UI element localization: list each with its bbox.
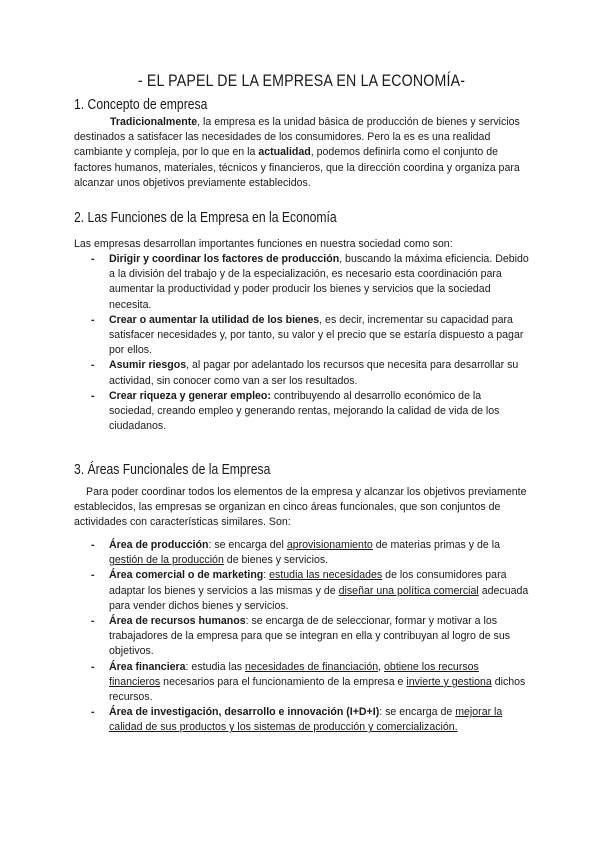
item-bold: Área financiera [109, 660, 186, 673]
list-item: - Área financiera: estudia las necesidades de financiación, obtiene los recursos financieros necesarios para el funcionamiento de la empresa e invierte y gestiona dichos recursos. [91, 660, 526, 704]
underlined-term: necesidades de financiación [245, 660, 379, 673]
underlined-term: invierte y gestiona [406, 675, 492, 688]
list-item: - Área de producción: se encarga del aprovisionamiento de materias primas y de la gestión de la producción de bienes y servicios. [91, 539, 500, 567]
list-item: - Asumir riesgos, al pagar por adelantado los recursos que necesita para desarrollar su actividad, sin conocer como van a ser los resultados. [91, 359, 519, 387]
bold-term: Tradicionalmente [110, 116, 198, 128]
list-item: - Dirigir y coordinar los factores de producción, buscando la máxima eficiencia. Debido a la división del trabajo y de la especialización, es necesario esta coordinación para aumentar la productividad y poder producir los bienes y servicios que la sociedad necesita. [91, 253, 529, 311]
list-item: - Crear riqueza y generar empleo: contribuyendo al desarrollo económico de la sociedad, creando empleo y generando rentas, mejorando la calidad de vida de los ciudadanos. [91, 389, 500, 433]
section-1-heading: 1. Concepto de empresa [74, 97, 208, 113]
underlined-term: diseñar una política comercial [338, 584, 479, 597]
item-text: , es decir, incrementar su capacidad para satisfacer necesidades y, por tanto, su valor y el precio que se estaría dispuesto a pagar por ellos. [109, 313, 524, 357]
section-3-intro: Para poder coordinar todos los elementos de la empresa y alcanzar los objetivos previamente establecidos, las empresas se organizan en cinco áreas funcionales, que son conjuntos de actividades con características similares. Son: [74, 486, 527, 529]
list-item: - Crear o aumentar la utilidad de los bienes, es decir, incrementar su capacidad para satisfacer necesidades y, por tanto, su valor y el precio que se estaría dispuesto a pagar por ellos. [91, 313, 524, 357]
areas-list [74, 538, 529, 736]
list-item: - Área de investigación, desarrollo e innovación (I+D+I): se encarga de mejorar la calidad de sus productos y los sistemas de producción y comercialización. [91, 706, 503, 734]
item-bold: Área comercial o de marketing [109, 569, 264, 582]
underlined-term: gestión de la producción [109, 554, 224, 567]
underlined-term: aprovisionamiento [286, 539, 373, 551]
item-text: , al pagar por adelantado los recursos que necesita para desarrollar su actividad, sin conocer como van a ser los resultados. [109, 359, 519, 387]
item-bold: Crear o aumentar la utilidad de los bienes [109, 313, 320, 326]
item-bold: Área de recursos humanos [109, 615, 246, 628]
paragraph-text: , la empresa es la unidad básica de producción de bienes y servicios destinados a satisfacer las necesidades de los consumidores. Pero la es es una realidad cambiante y compleja, por lo que en la [74, 116, 520, 159]
item-bold: Área de producción [109, 539, 209, 551]
section-3-heading: 3. Áreas Funcionales de la Empresa [74, 462, 271, 478]
section-2-heading: 2. Las Funciones de la Empresa en la Economía [74, 210, 337, 226]
list-item: - Área comercial o de marketing: estudia las necesidades de los consumidores para adaptar los bienes y servicios a las mismas y de diseñar una política comercial adecuada para vender dichos bienes y servicios. [91, 569, 529, 612]
document-title: - EL PAPEL DE LA EMPRESA EN LA ECONOMÍA- [137, 72, 466, 90]
item-text: contribuyendo al desarrollo económico de la sociedad, creando empleo y generando rentas, mejorando la calidad de vida de los ciudadanos. [109, 389, 500, 433]
item-bold: Área de investigación, desarrollo e innovación (I+D+I) [109, 706, 380, 719]
section-2-intro: Las empresas desarrollan importantes funciones en nuestra sociedad como son: [74, 238, 453, 250]
underlined-term: estudia las necesidades [269, 569, 383, 582]
item-bold: Dirigir y coordinar los factores de producción [109, 253, 340, 265]
item-bold: Crear riqueza y generar empleo: [109, 389, 271, 402]
list-item: - Área de recursos humanos: se encarga de de seleccionar, formar y motivar a los trabajadores de la empresa para que se integran en ella y contribuyan al logro de sus objetivos. [91, 615, 511, 658]
item-bold: Asumir riesgos [109, 359, 187, 372]
functions-list [74, 252, 529, 434]
underlined-term: obtiene los recursos financieros [109, 660, 479, 688]
item-text: , buscando la máxima eficiencia. Debido a la división del trabajo y de la especialización, es necesario esta coordinación para aumentar la productividad y poder producir los bienes y servicios que la sociedad necesita. [109, 253, 529, 311]
section-1-paragraph [74, 115, 529, 191]
bold-term: actualidad [258, 146, 311, 159]
underlined-term: mejorar la calidad de sus productos y los sistemas de producción y comercialización. [109, 706, 503, 734]
paragraph-text: , podemos definirla como el conjunto de factores humanos, materiales, técnicos y financieros, que la dirección coordina y organiza para alcanzar unos objetivos previamente establecidos. [74, 146, 520, 189]
